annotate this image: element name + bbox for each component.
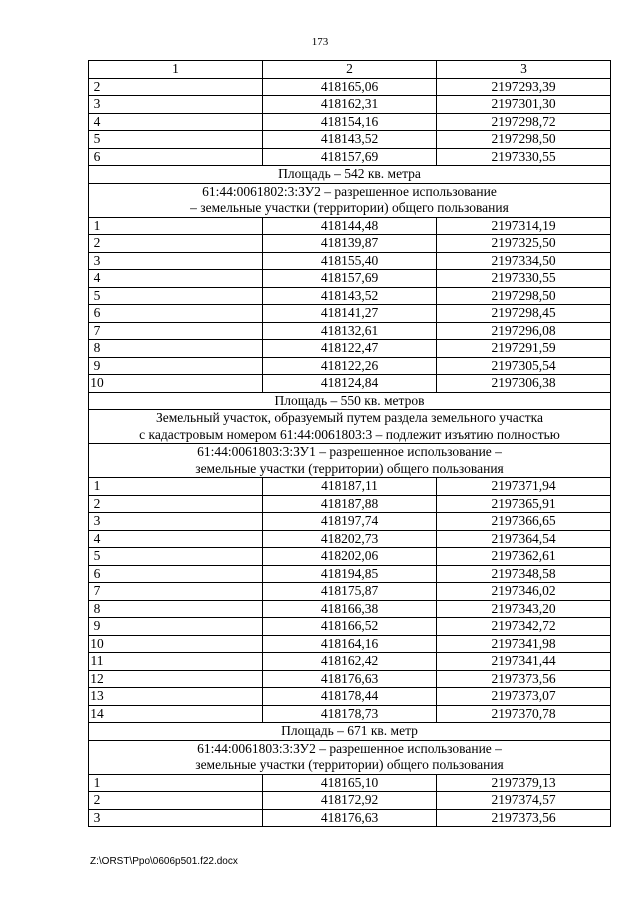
point-number: 10	[89, 635, 263, 653]
table-row	[89, 705, 611, 723]
coordinate-y: 2197346,02	[437, 583, 611, 601]
caption-row	[89, 166, 611, 184]
point-number: 14	[89, 705, 263, 723]
coordinate-y: 2197291,59	[437, 340, 611, 358]
coordinate-y: 2197298,50	[437, 287, 611, 305]
coordinate-x: 418143,52	[263, 131, 437, 149]
coordinate-y: 2197373,07	[437, 688, 611, 706]
coordinate-y: 2197374,57	[437, 792, 611, 810]
coordinate-y: 2197298,45	[437, 305, 611, 323]
point-number: 2	[89, 792, 263, 810]
table-row	[89, 252, 611, 270]
point-number: 7	[89, 322, 263, 340]
coordinate-y: 2197370,78	[437, 705, 611, 723]
table-row	[89, 375, 611, 393]
coordinate-x: 418157,69	[263, 148, 437, 166]
point-number: 2	[89, 495, 263, 513]
coordinate-y: 2197306,38	[437, 375, 611, 393]
point-number: 5	[89, 131, 263, 149]
coordinate-y: 2197334,50	[437, 252, 611, 270]
coordinate-y: 2197301,30	[437, 96, 611, 114]
coordinate-x: 418162,42	[263, 653, 437, 671]
point-number: 4	[89, 113, 263, 131]
coordinate-x: 418162,31	[263, 96, 437, 114]
coordinate-x: 418122,26	[263, 357, 437, 375]
table-row	[89, 774, 611, 792]
coordinate-y: 2197365,91	[437, 495, 611, 513]
table-row	[89, 618, 611, 636]
coordinate-x: 418154,16	[263, 113, 437, 131]
table-row	[89, 513, 611, 531]
caption-row	[89, 392, 611, 410]
caption-row	[89, 183, 611, 217]
column-header-row	[89, 61, 611, 79]
point-number: 7	[89, 583, 263, 601]
caption-row	[89, 444, 611, 478]
coordinates-table	[88, 60, 611, 827]
table-row	[89, 217, 611, 235]
point-number: 13	[89, 688, 263, 706]
coordinate-x: 418176,63	[263, 670, 437, 688]
table-row	[89, 340, 611, 358]
point-number: 10	[89, 375, 263, 393]
coordinate-x: 418194,85	[263, 565, 437, 583]
table-row	[89, 495, 611, 513]
point-number: 2	[89, 235, 263, 253]
coordinate-y: 2197330,55	[437, 270, 611, 288]
coordinate-x: 418157,69	[263, 270, 437, 288]
coordinate-y: 2197296,08	[437, 322, 611, 340]
table-row	[89, 148, 611, 166]
table-row	[89, 287, 611, 305]
coordinate-y: 2197341,44	[437, 653, 611, 671]
caption-cell: Земельный участок, образуемый путем раздела земельного участка с кадастровым номером 61:44:0061803:3 – подлежит изъятию полностью	[89, 410, 611, 444]
point-number: 12	[89, 670, 263, 688]
coordinate-y: 2197362,61	[437, 548, 611, 566]
coordinate-y: 2197343,20	[437, 600, 611, 618]
point-number: 9	[89, 618, 263, 636]
coordinate-y: 2197364,54	[437, 530, 611, 548]
coordinate-y: 2197293,39	[437, 78, 611, 96]
point-number: 3	[89, 96, 263, 114]
point-number: 1	[89, 217, 263, 235]
coordinate-x: 418178,44	[263, 688, 437, 706]
coordinate-y: 2197342,72	[437, 618, 611, 636]
point-number: 8	[89, 340, 263, 358]
point-number: 3	[89, 252, 263, 270]
table-row	[89, 583, 611, 601]
caption-cell: Площадь – 671 кв. метр	[89, 723, 611, 741]
point-number: 1	[89, 774, 263, 792]
table-row	[89, 809, 611, 827]
coordinate-x: 418197,74	[263, 513, 437, 531]
file-path-footer: Z:\ORST\Ppo\0606p501.f22.docx	[90, 856, 238, 867]
coordinate-x: 418139,87	[263, 235, 437, 253]
caption-cell: Площадь – 550 кв. метров	[89, 392, 611, 410]
caption-row	[89, 410, 611, 444]
coordinate-x: 418132,61	[263, 322, 437, 340]
table-row	[89, 270, 611, 288]
coordinate-x: 418176,63	[263, 809, 437, 827]
table-row	[89, 792, 611, 810]
table-row	[89, 635, 611, 653]
table-row	[89, 548, 611, 566]
point-number: 9	[89, 357, 263, 375]
table-row	[89, 530, 611, 548]
point-number: 6	[89, 305, 263, 323]
coordinate-x: 418141,27	[263, 305, 437, 323]
coordinate-y: 2197298,50	[437, 131, 611, 149]
coordinate-x: 418155,40	[263, 252, 437, 270]
table-row	[89, 478, 611, 496]
coordinate-x: 418166,52	[263, 618, 437, 636]
coordinate-x: 418178,73	[263, 705, 437, 723]
table-row	[89, 565, 611, 583]
column-header: 2	[263, 61, 437, 79]
coordinate-y: 2197341,98	[437, 635, 611, 653]
point-number: 3	[89, 513, 263, 531]
table-row	[89, 113, 611, 131]
coordinate-x: 418165,06	[263, 78, 437, 96]
point-number: 5	[89, 548, 263, 566]
table-row	[89, 670, 611, 688]
coordinate-x: 418187,11	[263, 478, 437, 496]
point-number: 6	[89, 565, 263, 583]
coordinate-x: 418165,10	[263, 774, 437, 792]
coordinate-x: 418166,38	[263, 600, 437, 618]
point-number: 3	[89, 809, 263, 827]
table-row	[89, 96, 611, 114]
coordinate-x: 418175,87	[263, 583, 437, 601]
coordinate-y: 2197298,72	[437, 113, 611, 131]
column-header: 1	[89, 61, 263, 79]
coordinate-x: 418144,48	[263, 217, 437, 235]
table-row	[89, 235, 611, 253]
coordinate-x: 418202,73	[263, 530, 437, 548]
table-row	[89, 653, 611, 671]
coordinate-y: 2197348,58	[437, 565, 611, 583]
coordinate-y: 2197379,13	[437, 774, 611, 792]
table-row	[89, 131, 611, 149]
table-row	[89, 322, 611, 340]
coordinate-x: 418143,52	[263, 287, 437, 305]
coordinate-y: 2197325,50	[437, 235, 611, 253]
point-number: 8	[89, 600, 263, 618]
coordinate-y: 2197366,65	[437, 513, 611, 531]
point-number: 2	[89, 78, 263, 96]
coordinate-x: 418122,47	[263, 340, 437, 358]
point-number: 11	[89, 653, 263, 671]
coordinate-y: 2197371,94	[437, 478, 611, 496]
table-row	[89, 357, 611, 375]
caption-cell: 61:44:0061802:3:ЗУ2 – разрешенное использование – земельные участки (территории) общего пользования	[89, 183, 611, 217]
coordinate-x: 418164,16	[263, 635, 437, 653]
point-number: 4	[89, 270, 263, 288]
caption-cell: Площадь – 542 кв. метра	[89, 166, 611, 184]
point-number: 6	[89, 148, 263, 166]
coordinate-x: 418202,06	[263, 548, 437, 566]
caption-cell: 61:44:0061803:3:ЗУ1 – разрешенное использование – земельные участки (территории) общего пользования	[89, 444, 611, 478]
coordinate-y: 2197373,56	[437, 809, 611, 827]
caption-cell: 61:44:0061803:3:ЗУ2 – разрешенное использование – земельные участки (территории) общего пользования	[89, 740, 611, 774]
point-number: 5	[89, 287, 263, 305]
table-row	[89, 688, 611, 706]
caption-row	[89, 723, 611, 741]
coordinate-y: 2197314,19	[437, 217, 611, 235]
page-number: 173	[311, 36, 329, 48]
table-row	[89, 600, 611, 618]
coordinate-x: 418124,84	[263, 375, 437, 393]
table-row	[89, 78, 611, 96]
column-header: 3	[437, 61, 611, 79]
point-number: 4	[89, 530, 263, 548]
coordinate-y: 2197305,54	[437, 357, 611, 375]
coordinate-x: 418187,88	[263, 495, 437, 513]
coordinate-x: 418172,92	[263, 792, 437, 810]
point-number: 1	[89, 478, 263, 496]
coordinate-y: 2197330,55	[437, 148, 611, 166]
caption-row	[89, 740, 611, 774]
coordinate-y: 2197373,56	[437, 670, 611, 688]
table-row	[89, 305, 611, 323]
